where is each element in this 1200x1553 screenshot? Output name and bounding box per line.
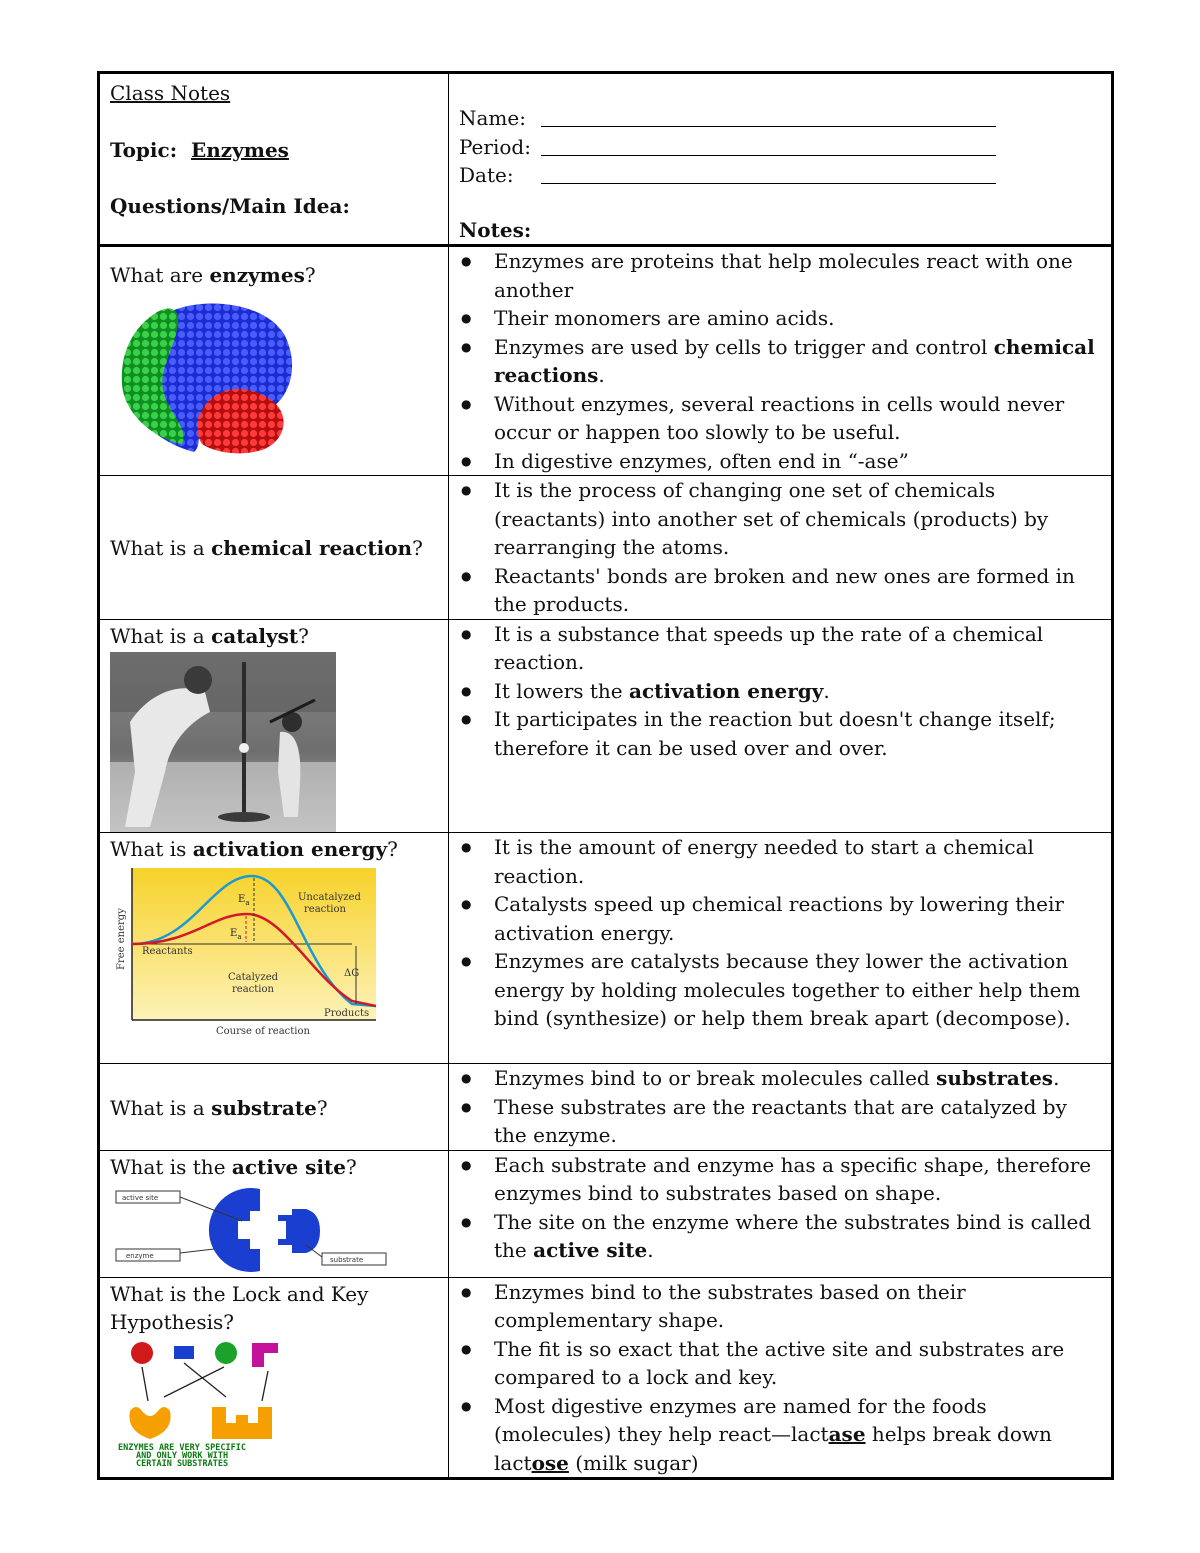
name-line[interactable] bbox=[541, 106, 996, 127]
list-item: ● These substrates are the reactants that are catalyzed by the enzyme. bbox=[457, 1093, 1101, 1150]
question-cell bbox=[99, 1150, 449, 1277]
list-item: ● Enzymes bind to the substrates based on their complementary shape. bbox=[457, 1278, 1101, 1335]
question-cell bbox=[99, 833, 449, 1064]
table-row bbox=[99, 1064, 1113, 1151]
table-row bbox=[99, 833, 1113, 1064]
question-text: What is a chemical reaction? bbox=[110, 536, 423, 560]
table-row bbox=[99, 246, 1113, 476]
list-item: ● Enzymes bind to or break molecules called substrates. bbox=[457, 1064, 1101, 1093]
list-item: ● It is the amount of energy needed to start a chemical reaction. bbox=[457, 833, 1101, 890]
question-text: What is activation energy? bbox=[110, 837, 398, 861]
question-cell bbox=[99, 1277, 449, 1479]
notes-list bbox=[457, 1064, 1101, 1150]
table-row bbox=[99, 476, 1113, 620]
list-item: ● It is a substance that speeds up the rate of a chemical reaction. bbox=[457, 620, 1101, 677]
lock-and-key-diagram bbox=[116, 1339, 296, 1467]
catalyzed-label: Catalyzed bbox=[228, 971, 279, 983]
class-notes-title: Class Notes bbox=[110, 81, 231, 105]
class-notes-table bbox=[97, 71, 1114, 1480]
question-text: What is a catalyst? bbox=[110, 623, 309, 648]
svg-text:substrate: substrate bbox=[330, 1256, 364, 1264]
list-item: ● Enzymes are catalysts because they lower the activation energy by holding molecules together to either help them bind (synthesize) or help them break apart (decompose). bbox=[457, 947, 1101, 1033]
list-item: ● Without enzymes, several reactions in cells would never occur or happen too slowly to be useful. bbox=[457, 390, 1101, 447]
list-item: ● It participates in the reaction but doesn't change itself; therefore it can be used over and over. bbox=[457, 705, 1101, 762]
ea-cat-label: $E_a$ bbox=[230, 927, 242, 941]
notes-list bbox=[457, 620, 1101, 763]
list-item: ● In digestive enzymes, often end in “-ase” bbox=[457, 447, 1101, 476]
products-label: Products bbox=[324, 1007, 370, 1019]
notes-list bbox=[457, 247, 1101, 475]
question-text: What is the Lock and Key Hypothesis? bbox=[110, 1281, 369, 1334]
question-text: What is a substrate? bbox=[110, 1095, 328, 1120]
question-text: What is the active site? bbox=[110, 1154, 357, 1179]
questions-main-idea-label: Questions/Main Idea: bbox=[110, 194, 350, 218]
question-text: What are enzymes? bbox=[110, 263, 316, 287]
notes-cell bbox=[449, 1064, 1113, 1151]
list-item: ● Catalysts speed up chemical reactions by lowering their activation energy. bbox=[457, 890, 1101, 947]
question-cell bbox=[99, 619, 449, 833]
x-axis-label: Course of reaction bbox=[216, 1025, 310, 1037]
topic-line: Topic: Enzymes bbox=[110, 137, 289, 162]
reactants-label: Reactants bbox=[142, 945, 193, 957]
question-cell bbox=[99, 246, 449, 476]
svg-text:reaction: reaction bbox=[304, 903, 346, 915]
svg-text:reaction: reaction bbox=[232, 983, 274, 995]
date-line[interactable] bbox=[541, 163, 996, 184]
list-item: ● Reactants' bonds are broken and new ones are formed in the products. bbox=[457, 562, 1101, 619]
list-item: ● Their monomers are amino acids. bbox=[457, 304, 1101, 333]
list-item: ● Enzymes are proteins that help molecules react with one another bbox=[457, 247, 1101, 304]
notes-cell bbox=[449, 476, 1113, 620]
svg-text:enzyme: enzyme bbox=[126, 1252, 154, 1260]
notes-list bbox=[457, 1278, 1101, 1478]
name-field: Name: bbox=[459, 104, 1101, 133]
list-item: ● Each substrate and enzyme has a specific shape, therefore enzymes bind to substrates based on shape. bbox=[457, 1151, 1101, 1208]
enzyme-protein-image bbox=[114, 294, 304, 459]
active-site-diagram bbox=[110, 1183, 394, 1275]
table-row bbox=[99, 619, 1113, 833]
header-right-cell bbox=[449, 73, 1113, 246]
notes-list bbox=[457, 476, 1101, 619]
period-line[interactable] bbox=[541, 135, 996, 156]
list-item: ● Most digestive enzymes are named for the foods (molecules) they help react—lactase helps break down lactose (milk sugar) bbox=[457, 1392, 1101, 1478]
notes-cell bbox=[449, 1150, 1113, 1277]
notes-list bbox=[457, 1151, 1101, 1265]
list-item: ● It lowers the activation energy. bbox=[457, 677, 1101, 706]
question-cell bbox=[99, 1064, 449, 1151]
table-row bbox=[99, 1277, 1113, 1479]
caption-line: CERTAIN SUBSTRATES bbox=[136, 1458, 229, 1467]
table-row bbox=[99, 1150, 1113, 1277]
caption-line: ENZYMES ARE VERY SPECIFIC bbox=[118, 1442, 246, 1453]
notes-cell bbox=[449, 1277, 1113, 1479]
notes-label: Notes: bbox=[459, 217, 532, 242]
list-item: ● Enzymes are used by cells to trigger and control chemical reactions. bbox=[457, 333, 1101, 390]
question-cell bbox=[99, 476, 449, 620]
notes-cell bbox=[449, 619, 1113, 833]
header-left-cell bbox=[99, 73, 449, 246]
date-field: Date: bbox=[459, 161, 1101, 190]
notes-cell bbox=[449, 833, 1113, 1064]
caption-line: AND ONLY WORK WITH bbox=[136, 1450, 229, 1461]
batting-tee-photo bbox=[110, 652, 336, 832]
activation-energy-graph bbox=[112, 866, 376, 1038]
notes-list bbox=[457, 833, 1101, 1033]
topic-value: Enzymes bbox=[191, 137, 289, 162]
list-item: ● The site on the enzyme where the substrates bind is called the active site. bbox=[457, 1208, 1101, 1265]
delta-g-label: ΔG bbox=[344, 967, 360, 979]
list-item: ● It is the process of changing one set of chemicals (reactants) into another set of chemicals (products) by rearranging the atoms. bbox=[457, 476, 1101, 562]
ea-uncat-label: $E_a$ bbox=[238, 893, 250, 907]
notes-cell bbox=[449, 246, 1113, 476]
list-item: ● The fit is so exact that the active site and substrates are compared to a lock and key. bbox=[457, 1335, 1101, 1392]
y-axis-label: Free energy bbox=[116, 907, 127, 970]
svg-text:active site: active site bbox=[122, 1194, 159, 1202]
uncatalyzed-label: Uncatalyzed bbox=[298, 891, 361, 903]
period-field: Period: bbox=[459, 133, 1101, 162]
